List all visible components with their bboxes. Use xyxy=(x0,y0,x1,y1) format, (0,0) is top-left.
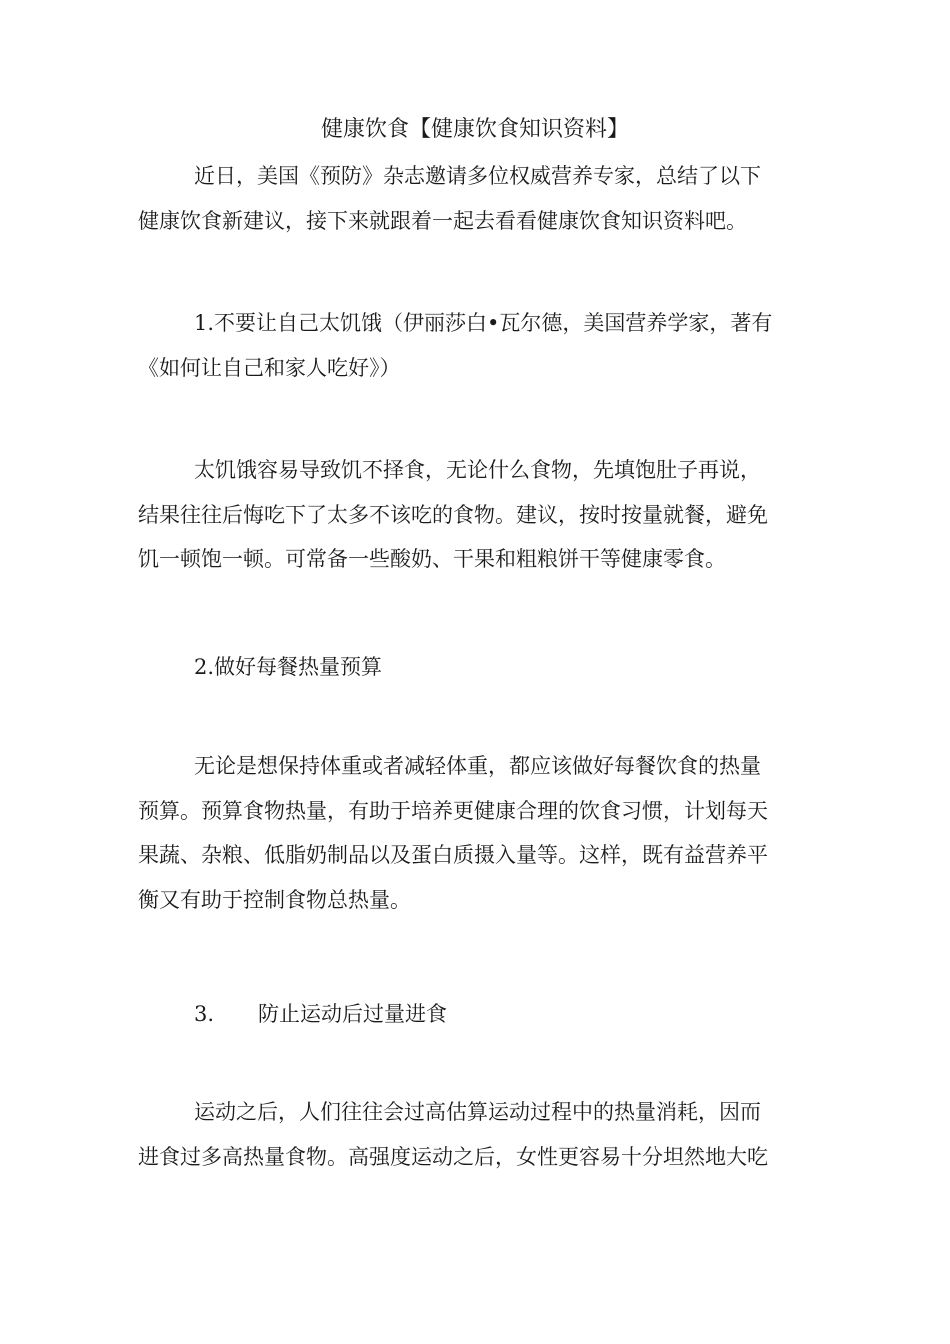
item3-heading-text: 防止运动后过量进食 xyxy=(258,1002,448,1026)
item1-heading-line: 1.不要让自己太饥饿（伊丽莎白•瓦尔德，美国营养学家，著有 xyxy=(194,311,773,335)
intro-paragraph xyxy=(138,154,828,243)
item2-body-line: 衡又有助于控制食物总热量。 xyxy=(138,887,411,912)
item3-body xyxy=(138,1090,828,1179)
item1-heading xyxy=(138,301,828,390)
item3-body-line: 运动之后，人们往往会过高估算运动过程中的热量消耗，因而 xyxy=(194,1100,761,1124)
item2-body-line: 预算。预算食物热量，有助于培养更健康合理的饮食习惯，计划每天 xyxy=(138,798,768,823)
item3-heading-line xyxy=(138,992,828,1037)
item1-body-line: 饥一顿饱一顿。可常备一些酸奶、干果和粗粮饼干等健康零食。 xyxy=(138,547,726,571)
intro-line: 近日，美国《预防》杂志邀请多位权威营养专家，总结了以下 xyxy=(194,164,761,188)
item2-heading-line: 2.做好每餐热量预算 xyxy=(194,655,383,679)
item2-body xyxy=(138,744,828,922)
item2-heading xyxy=(138,645,828,690)
item2-body-line: 果蔬、杂粮、低脂奶制品以及蛋白质摄入量等。这样，既有益营养平 xyxy=(138,843,768,867)
item3-body-line: 进食过多高热量食物。高强度运动之后，女性更容易十分坦然地大吃 xyxy=(138,1144,768,1169)
item1-heading-line: 《如何让自己和家人吃好》） xyxy=(138,355,401,380)
intro-line: 健康饮食新建议，接下来就跟着一起去看看健康饮食知识资料吧。 xyxy=(138,208,747,233)
item2-body-line: 无论是想保持体重或者减轻体重，都应该做好每餐饮食的热量 xyxy=(194,754,761,778)
item1-body-line: 结果往往后悔吃下了太多不该吃的食物。建议，按时按量就餐，避免 xyxy=(138,502,768,527)
item1-body xyxy=(138,448,828,582)
document-title: 健康饮食【健康饮食知识资料】 xyxy=(320,117,629,142)
item3-number: 3. xyxy=(194,1002,215,1026)
item1-body-line: 太饥饿容易导致饥不择食，无论什么食物，先填饱肚子再说， xyxy=(194,458,761,482)
item3-heading xyxy=(138,992,828,1037)
